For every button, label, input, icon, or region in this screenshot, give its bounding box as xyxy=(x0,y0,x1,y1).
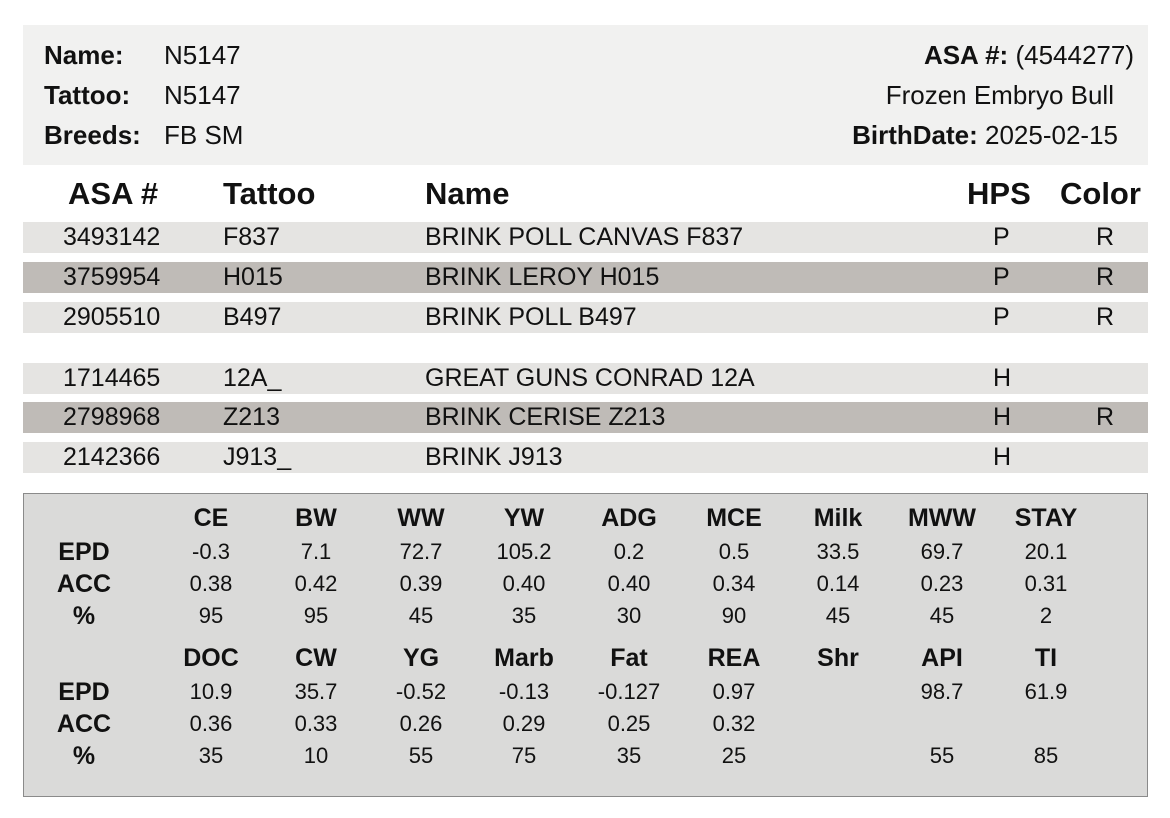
trait-pct-value: 2 xyxy=(1039,603,1053,628)
cell-asa: 3759954 xyxy=(63,263,161,291)
asa-line xyxy=(924,40,1134,70)
table-row xyxy=(23,222,1148,253)
trait-pct-value: 85 xyxy=(1033,743,1059,768)
table-row xyxy=(23,402,1148,433)
table-row xyxy=(23,262,1148,293)
trait-header: Marb xyxy=(494,644,554,672)
col-header-name: Name xyxy=(425,176,510,211)
trait-pct-value: 25 xyxy=(721,743,747,768)
trait-acc-value: 0.38 xyxy=(189,571,233,596)
breeds-line xyxy=(44,120,243,150)
trait-pct-value: 90 xyxy=(721,603,747,628)
trait-header: BW xyxy=(295,504,337,532)
epd-row-label-acc: ACC xyxy=(56,710,112,738)
trait-pct-value: 95 xyxy=(198,603,224,628)
cell-hps: H xyxy=(993,403,1012,431)
epd-row-label-acc: ACC xyxy=(56,570,112,598)
cell-name: BRINK POLL B497 xyxy=(425,303,637,331)
trait-header: CE xyxy=(193,504,229,532)
trait-header: YG xyxy=(402,644,440,672)
trait-header: Shr xyxy=(817,644,859,672)
trait-header: STAY xyxy=(1014,504,1078,532)
trait-acc-value: 0.40 xyxy=(502,571,546,596)
cell-asa: 2798968 xyxy=(63,403,161,431)
trait-acc-value: 0.40 xyxy=(607,571,651,596)
trait-header: WW xyxy=(397,504,445,532)
trait-acc-value: 0.14 xyxy=(816,571,860,596)
asa-label: ASA #: xyxy=(923,40,1009,70)
trait-epd-value: -0.52 xyxy=(395,679,447,704)
trait-acc-value: 0.32 xyxy=(712,711,756,736)
cell-name: BRINK POLL CANVAS F837 xyxy=(425,223,744,251)
trait-acc-value: 0.36 xyxy=(189,711,233,736)
cell-hps: P xyxy=(993,223,1010,251)
cell-tattoo: J913_ xyxy=(223,443,292,471)
cell-color: R xyxy=(1096,403,1115,431)
cell-name: BRINK J913 xyxy=(425,443,563,471)
col-header-hps: HPS xyxy=(967,176,1031,211)
trait-pct-value: 30 xyxy=(616,603,642,628)
cell-color: R xyxy=(1096,223,1115,251)
trait-header: Milk xyxy=(813,504,863,532)
trait-pct-value: 35 xyxy=(616,743,642,768)
trait-acc-value: 0.39 xyxy=(399,571,443,596)
trait-header: DOC xyxy=(183,644,239,672)
trait-header: ADG xyxy=(601,504,657,532)
epd-row-label-epd: EPD xyxy=(58,678,110,706)
animal-header xyxy=(23,25,1148,165)
trait-header: MWW xyxy=(907,504,977,532)
trait-pct-value: 45 xyxy=(929,603,955,628)
table-row xyxy=(23,363,1148,394)
trait-epd-value: 7.1 xyxy=(300,539,332,564)
col-header-color: Color xyxy=(1060,176,1141,211)
trait-acc-value: 0.31 xyxy=(1024,571,1068,596)
trait-acc-value: 0.42 xyxy=(294,571,338,596)
cell-tattoo: B497 xyxy=(223,303,282,331)
cell-asa: 1714465 xyxy=(63,364,161,392)
table-row xyxy=(23,302,1148,333)
trait-pct-value: 75 xyxy=(511,743,537,768)
cell-name: BRINK CERISE Z213 xyxy=(425,403,666,431)
cell-hps: P xyxy=(993,263,1010,291)
trait-header: CW xyxy=(295,644,337,672)
cell-tattoo: H015 xyxy=(223,263,283,291)
name-label: Name: xyxy=(44,40,124,70)
trait-epd-value: 20.1 xyxy=(1024,539,1068,564)
trait-pct-value: 45 xyxy=(408,603,434,628)
tattoo-line xyxy=(44,80,241,110)
trait-header: MCE xyxy=(706,504,762,532)
cell-asa: 2905510 xyxy=(63,303,161,331)
cell-tattoo: F837 xyxy=(223,223,280,251)
birthdate-line xyxy=(852,120,1118,150)
trait-epd-value: -0.127 xyxy=(597,679,661,704)
trait-pct-value: 55 xyxy=(408,743,434,768)
breeds-value: FB SM xyxy=(164,120,244,150)
trait-pct-value: 35 xyxy=(198,743,224,768)
cell-color: R xyxy=(1096,303,1115,331)
trait-epd-value: 61.9 xyxy=(1024,679,1068,704)
col-header-asa: ASA # xyxy=(68,176,159,211)
cell-hps: H xyxy=(993,443,1012,471)
asa-value: (4544277) xyxy=(1015,40,1134,70)
cell-asa: 3493142 xyxy=(63,223,161,251)
trait-epd-value: -0.3 xyxy=(192,539,230,564)
trait-epd-value: 33.5 xyxy=(816,539,860,564)
name-value: N5147 xyxy=(164,40,241,70)
trait-acc-value: 0.29 xyxy=(502,711,546,736)
tattoo-label: Tattoo: xyxy=(44,80,131,110)
trait-header: REA xyxy=(707,644,761,672)
trait-acc-value: 0.23 xyxy=(920,571,964,596)
trait-acc-value: 0.26 xyxy=(399,711,443,736)
table-row xyxy=(23,442,1148,473)
trait-pct-value: 95 xyxy=(303,603,329,628)
epd-row-label-pct: % xyxy=(72,602,96,630)
birthdate-label: BirthDate: xyxy=(852,120,978,150)
trait-pct-value: 55 xyxy=(929,743,955,768)
trait-header: TI xyxy=(1034,644,1058,672)
trait-epd-value: 105.2 xyxy=(496,539,552,564)
cell-name: GREAT GUNS CONRAD 12A xyxy=(425,364,755,392)
cell-hps: P xyxy=(993,303,1010,331)
name-line xyxy=(44,40,241,70)
cell-name: BRINK LEROY H015 xyxy=(425,263,660,291)
trait-header: Fat xyxy=(610,644,648,672)
trait-epd-value: 0.97 xyxy=(712,679,756,704)
birthdate-value: 2025-02-15 xyxy=(985,120,1118,150)
trait-epd-value: 10.9 xyxy=(189,679,233,704)
cell-color: R xyxy=(1096,263,1115,291)
trait-epd-value: 98.7 xyxy=(920,679,964,704)
status-text: Frozen Embryo Bull xyxy=(885,80,1114,110)
cell-asa: 2142366 xyxy=(63,443,161,471)
trait-pct-value: 10 xyxy=(303,743,329,768)
epd-row-label-epd: EPD xyxy=(58,538,110,566)
trait-epd-value: 0.5 xyxy=(718,539,750,564)
cell-tattoo: Z213 xyxy=(223,403,280,431)
epd-row-label-pct: % xyxy=(72,742,96,770)
breeds-label: Breeds: xyxy=(44,120,141,150)
trait-epd-value: 69.7 xyxy=(920,539,964,564)
trait-epd-value: 72.7 xyxy=(399,539,443,564)
trait-epd-value: -0.13 xyxy=(498,679,550,704)
trait-acc-value: 0.25 xyxy=(607,711,651,736)
trait-acc-value: 0.33 xyxy=(294,711,338,736)
col-header-tattoo: Tattoo xyxy=(223,176,316,211)
epd-panel xyxy=(23,493,1148,797)
cell-tattoo: 12A_ xyxy=(223,364,282,392)
trait-epd-value: 35.7 xyxy=(294,679,338,704)
trait-acc-value: 0.34 xyxy=(712,571,756,596)
trait-header: YW xyxy=(503,504,545,532)
trait-pct-value: 35 xyxy=(511,603,537,628)
trait-header: API xyxy=(921,644,963,672)
trait-epd-value: 0.2 xyxy=(613,539,645,564)
trait-pct-value: 45 xyxy=(825,603,851,628)
cell-hps: H xyxy=(993,364,1012,392)
tattoo-value: N5147 xyxy=(164,80,241,110)
